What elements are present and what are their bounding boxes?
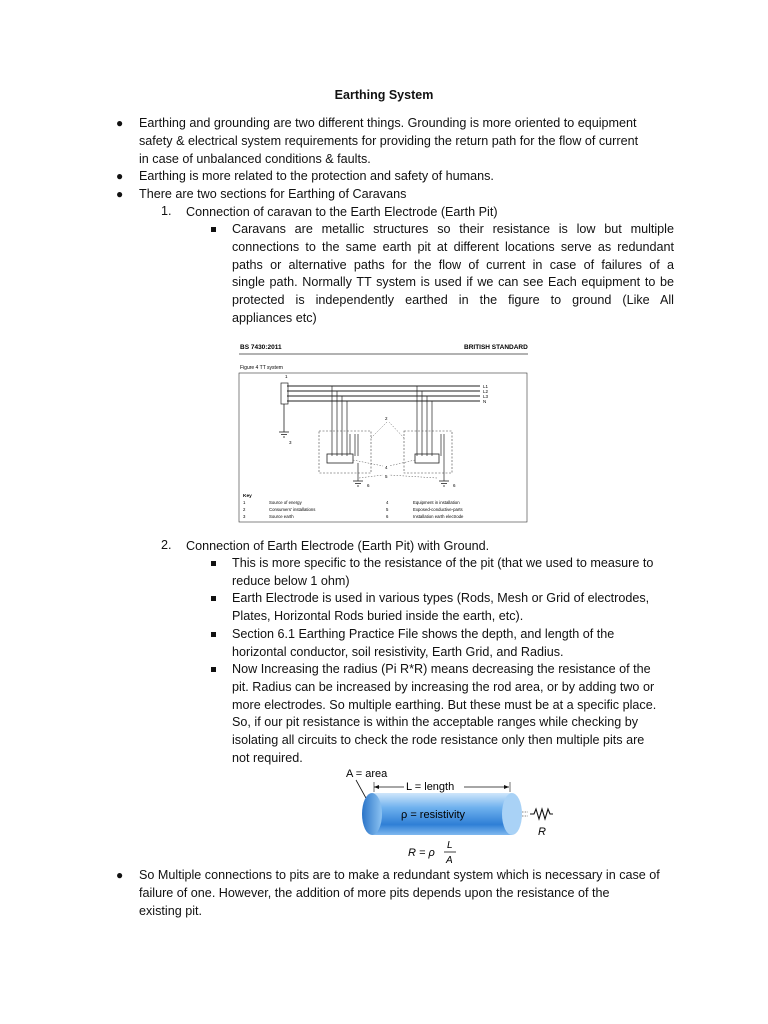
text-line: paths or alternative paths for the flow of current in case of failures of a — [232, 257, 674, 272]
length-label: L = length — [406, 781, 455, 793]
resistance-cylinder-figure — [344, 764, 554, 868]
text-line: So Multiple connections to pits are to make a redundant system which is necessary in case of — [139, 868, 660, 882]
line-label: L2 — [483, 389, 489, 394]
section-2-item-practice-file — [232, 626, 682, 662]
resistivity-label: ρ = resistivity — [401, 809, 466, 821]
section-2-item-radius — [232, 661, 682, 768]
text-line: Earthing and grounding are two different things. Grounding is more oriented to equipment — [139, 116, 637, 130]
text-line: appliances etc) — [232, 310, 317, 325]
key-number: 3 — [243, 514, 246, 519]
key-label: Installation earth electrode — [413, 514, 464, 519]
text-line: Earth Electrode is used in various types (Rods, Mesh or Grid of electrodes, — [232, 591, 650, 605]
text-line: Now Increasing the radius (Pi R*R) means decreasing the resistance of the — [232, 662, 651, 676]
key-label: Source earth — [269, 514, 294, 519]
section-number: 2. — [161, 538, 172, 552]
text-line: Earthing is more related to the protection and safety of humans. — [139, 169, 494, 183]
key-title: Key — [243, 494, 252, 499]
key-label: Exposed-conductive-parts — [413, 507, 463, 512]
key-number: 4 — [386, 500, 389, 505]
callout-6: 6 — [367, 483, 370, 488]
text-line: horizontal conductor, soil resistivity, Earth Grid, and Radius. — [232, 644, 564, 659]
text-line: Caravans are metallic structures so their resistance is low but multiple — [232, 222, 674, 236]
line-label: N — [483, 399, 487, 404]
square-bullet-icon — [211, 667, 216, 672]
page-title: Earthing System — [334, 88, 434, 102]
text-line: This is more specific to the resistance of the pit (that we used to measure to — [232, 556, 654, 570]
paragraph-two-sections — [139, 186, 699, 204]
bullet-icon: ● — [116, 116, 124, 130]
key-label: Source of energy — [269, 500, 302, 505]
callout-1: 1 — [285, 374, 288, 379]
square-bullet-icon — [211, 632, 216, 637]
text-line: single path. Normally TT system is used if we can see Each equipment to be — [232, 275, 674, 290]
square-bullet-icon — [211, 561, 216, 566]
section-2-heading: Connection of Earth Electrode (Earth Pit) with Ground. — [186, 539, 490, 553]
r-label: R — [538, 826, 546, 838]
text-line: safety & electrical system requirements for providing the return path for the flow of current — [139, 133, 639, 148]
line-label: L1 — [483, 384, 489, 389]
callout-4: 4 — [385, 465, 388, 470]
key-number: 2 — [243, 507, 246, 512]
text-line: existing pit. — [139, 903, 202, 918]
section-2-item-electrode-types — [232, 590, 682, 626]
bullet-icon: ● — [116, 868, 124, 882]
key-number: 1 — [243, 500, 246, 505]
paragraph-earthing-vs-grounding — [139, 115, 699, 168]
formula-numerator: L — [447, 840, 453, 851]
text-line: connections to the same earth pit at different locations serve as redundant — [232, 239, 674, 254]
resistor-icon — [530, 809, 553, 819]
key-label: Consumers' installations — [269, 507, 316, 512]
area-label: A = area — [346, 768, 388, 780]
key-label: Equipment in installation — [413, 500, 460, 505]
text-line: There are two sections for Earthing of Caravans — [139, 187, 407, 201]
callout-3: 3 — [289, 440, 292, 445]
figure-caption: Figure 4 TT system — [240, 365, 283, 371]
callout-5: 5 — [385, 474, 388, 479]
text-line: in case of unbalanced conditions & faults. — [139, 151, 371, 166]
text-line: reduce below 1 ohm) — [232, 573, 350, 588]
key-number: 5 — [386, 507, 389, 512]
figure-header-left: BS 7430:2011 — [240, 344, 282, 351]
text-line: Plates, Horizontal Rods buried inside the earth, etc). — [232, 608, 524, 623]
bullet-icon: ● — [116, 187, 124, 201]
figure-header-right: BRITISH STANDARD — [464, 344, 528, 351]
line-label: L3 — [483, 394, 489, 399]
section-1-heading: Connection of caravan to the Earth Electrode (Earth Pit) — [186, 205, 498, 219]
bullet-icon: ● — [116, 169, 124, 183]
paragraph-earthing-humans — [139, 168, 699, 186]
section-number: 1. — [161, 204, 172, 218]
text-line: pit. Radius can be increased by increasing the rod area, or by adding two or — [232, 679, 655, 694]
text-line: protected is independently earthed in the figure to ground (Like All — [232, 293, 674, 308]
text-line: more electrodes. So multiple earthing. But these must be at a specific place. — [232, 697, 657, 712]
section-1-paragraph — [232, 221, 674, 328]
tt-system-figure — [237, 338, 530, 524]
paragraph-redundant-system — [139, 867, 699, 920]
text-line: isolating all circuits to check the rode resistance only then multiple pits are — [232, 733, 645, 748]
text-line: Section 6.1 Earthing Practice File shows the depth, and length of the — [232, 627, 615, 641]
text-line: failure of one. However, the addition of more pits depends upon the resistance of the — [139, 885, 610, 900]
square-bullet-icon — [211, 596, 216, 601]
square-bullet-icon — [211, 227, 216, 232]
formula-lhs: R = ρ — [408, 847, 435, 859]
callout-2: 2 — [385, 416, 388, 421]
text-line: not required. — [232, 750, 303, 765]
key-number: 6 — [386, 514, 389, 519]
formula-denominator: A — [446, 855, 453, 866]
callout-6: 6 — [453, 483, 456, 488]
text-line: So, if our pit resistance is within the acceptable ranges while checking by — [232, 715, 639, 730]
section-2-item-pit-resistance — [232, 555, 682, 591]
